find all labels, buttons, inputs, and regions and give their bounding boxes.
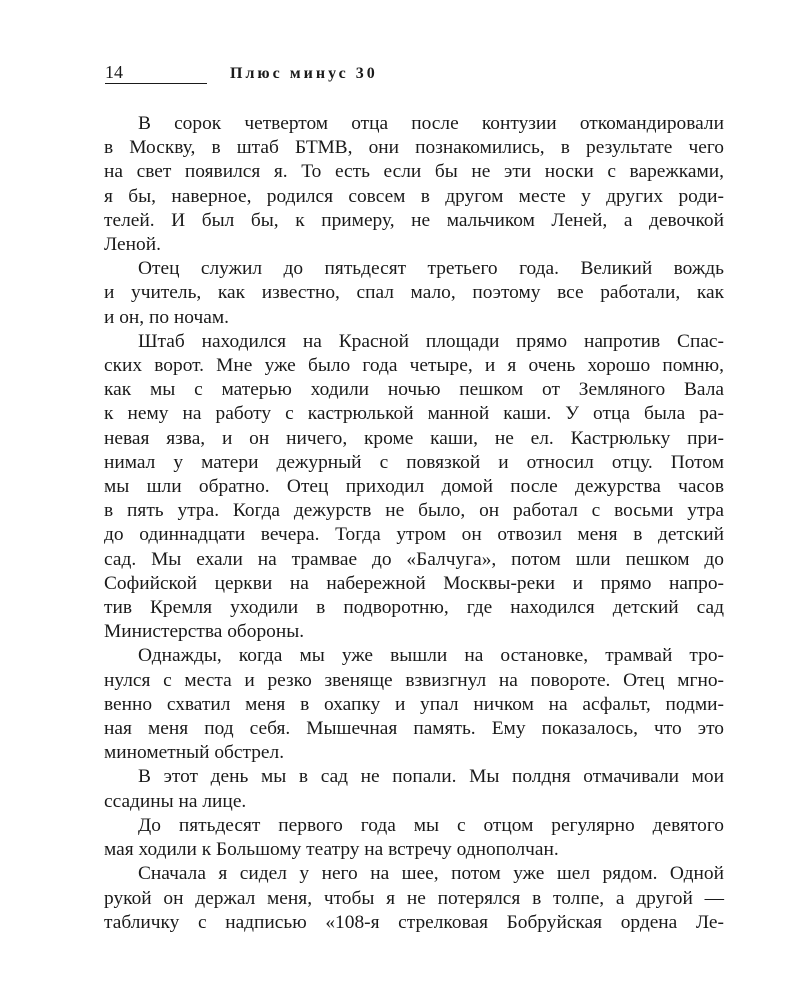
text-line: телей. И был бы, к примеру, не мальчиком Леней, а девочкой (104, 209, 724, 231)
text-line: рукой он держал меня, чтобы я не потерялся в толпе, а другой — (104, 887, 724, 909)
text-line: Однажды, когда мы уже вышли на остановке, трамвай тро- (138, 645, 724, 667)
text-line: к нему на работу с кастрюлькой манной каши. У отца была ра- (104, 403, 724, 425)
header-rule (105, 83, 207, 84)
text-line: В сорок четвертом отца после контузии откомандировали (138, 113, 724, 134)
text-line: ная меня под себя. Мышечная память. Ему показалось, что это (104, 718, 724, 740)
paragraph (104, 862, 724, 935)
text-line: минометный обстрел. (104, 742, 285, 764)
text-line: тив Кремля уходили в подворотню, где находился детский сад (104, 597, 724, 619)
text-line: и учитель, как известно, спал мало, поэтому все работали, как (104, 282, 724, 304)
text-line: Сначала я сидел у него на шее, потом уже шел рядом. Одной (138, 863, 724, 885)
text-line: венно схватил меня в охапку и упал ничком на асфальт, подми- (104, 693, 724, 715)
text-line: и он, по ночам. (104, 306, 229, 328)
text-line: Министерства обороны. (104, 621, 305, 643)
text-line: ссадины на лице. (104, 790, 247, 812)
text-line: невая язва, и он ничего, кроме каши, не ел. Кастрюльку при- (104, 427, 724, 449)
text-line: в Москву, в штаб БТМВ, они познакомились, в результате чего (104, 137, 724, 159)
text-line: Штаб находился на Красной площади прямо напротив Спас- (138, 330, 724, 352)
paragraph (104, 814, 724, 862)
text-line: табличку с надписью «108-я стрелковая Бобруйская ордена Ле- (104, 911, 724, 933)
text-line: нимал у матери дежурный с повязкой и относил отцу. Потом (104, 451, 724, 473)
text-line: нулся с места и резко звеняще взвизгнул на повороте. Отец мгно- (104, 669, 724, 691)
paragraph (104, 112, 724, 257)
paragraph (104, 330, 724, 645)
text-line: До пятьдесят первого года мы с отцом регулярно девятого (138, 814, 724, 836)
paragraph (104, 765, 724, 813)
text-line: на свет появился я. То есть если бы не эти носки с варежками, (104, 161, 724, 183)
text-line: мы шли обратно. Отец приходил домой после дежурства часов (104, 476, 724, 498)
page-number: 14 (105, 62, 123, 82)
book-title: Плюс минус 30 (230, 65, 378, 82)
text-line: я бы, наверное, родился совсем в другом месте у других роди- (104, 185, 724, 207)
text-line: Отец служил до пятьдесят третьего года. Великий вождь (138, 258, 724, 280)
text-line: В этот день мы в сад не попали. Мы полдня отмачивали мои (138, 766, 724, 788)
paragraph (104, 644, 724, 765)
text-line: как мы с матерью ходили ночью пешком от Земляного Вала (104, 379, 724, 401)
text-line: сад. Мы ехали на трамвае до «Балчуга», потом шли пешком до (104, 548, 724, 570)
paragraph (104, 257, 724, 330)
text-line: мая ходили к Большому театру на встречу однополчан. (104, 839, 559, 861)
text-line: до одиннадцати вечера. Тогда утром он отвозил меня в детский (104, 524, 724, 546)
running-head (105, 62, 725, 86)
text-line: в пять утра. Когда дежурств не было, он работал с восьми утра (104, 500, 724, 522)
text-line: Софийской церкви на набережной Москвы-реки и прямо напро- (104, 572, 724, 594)
text-line: ских ворот. Мне уже было года четыре, и я очень хорошо помню, (104, 355, 724, 377)
body-text (104, 112, 724, 935)
text-line: Леной. (104, 234, 161, 256)
